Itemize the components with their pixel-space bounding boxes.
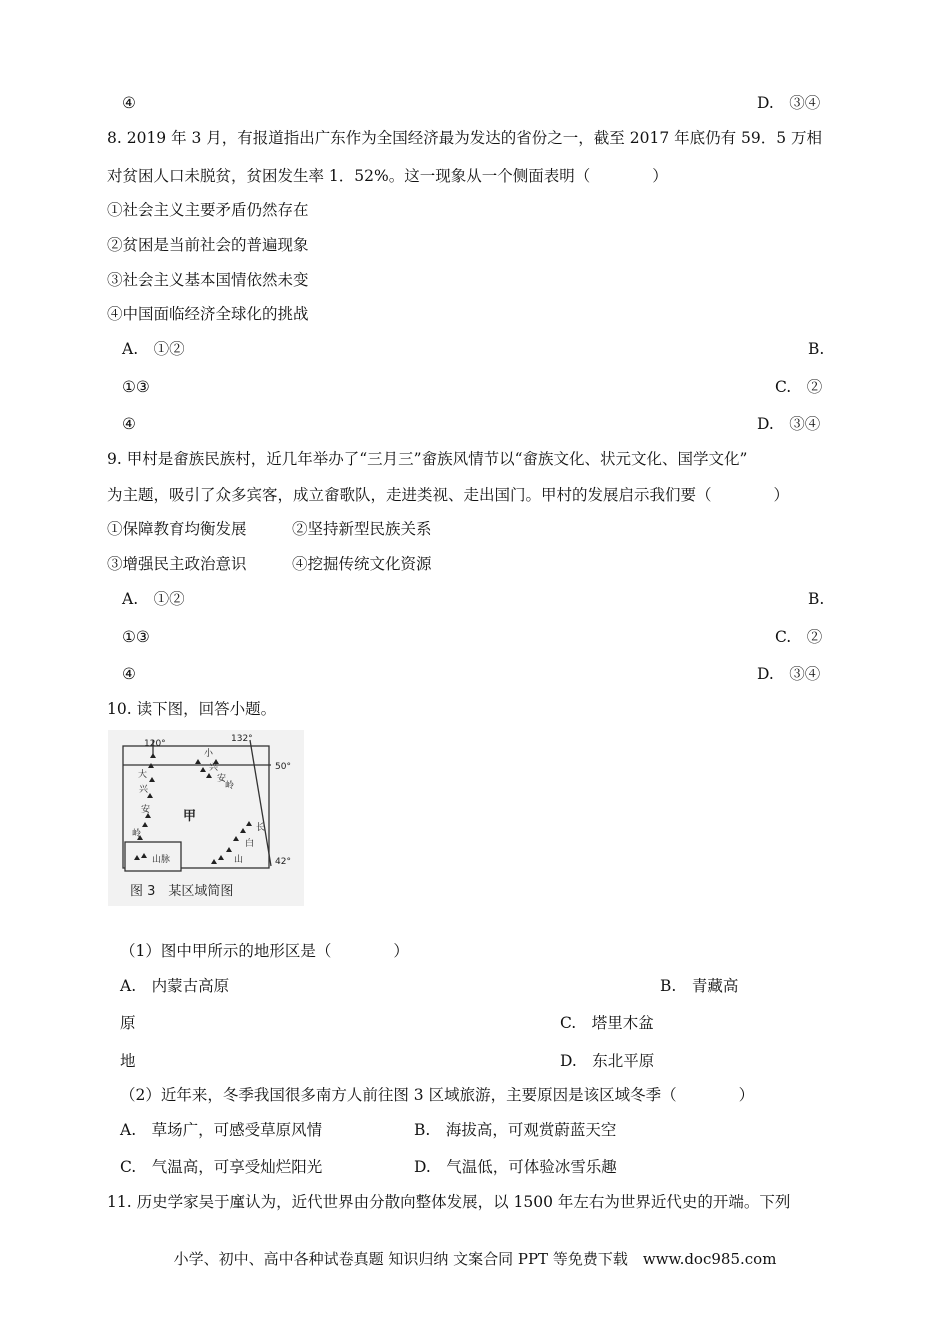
q8-item-3: ③社会主义基本国情依然未变 xyxy=(107,271,309,289)
q10-sub1-option-b-continuation: 原 xyxy=(120,1014,136,1032)
lon-120-label: 120° xyxy=(144,739,166,749)
q9-option-c-continuation: ④ xyxy=(122,665,136,683)
q10-sub1-option-d: D. 东北平原 xyxy=(560,1052,655,1070)
q10-sub1-option-c-continuation: 地 xyxy=(120,1052,136,1070)
range-label-bai: 白 xyxy=(245,839,255,849)
q10-sub2-option-b: B. 海拔高，可观赏蔚蓝天空 xyxy=(414,1121,617,1139)
q9-option-d: D. ③④ xyxy=(757,665,821,683)
q9-option-b-continuation: ①③ xyxy=(122,628,150,646)
lat-42-label: 42° xyxy=(275,857,291,867)
range-label-shan: 山 xyxy=(234,855,244,865)
q8-option-b: B. xyxy=(808,340,825,358)
range-label-xing1: 兴 xyxy=(139,785,149,795)
q10-intro: 10. 读下图，回答小题。 xyxy=(107,700,277,718)
range-label-chang: 长 xyxy=(256,823,266,833)
range-label-xing2: 兴 xyxy=(209,763,219,773)
q9-option-b: B. xyxy=(808,590,825,608)
q10-sub2-stem: （2）近年来，冬季我国很多南方人前往图 3 区域旅游，主要原因是该区域冬季（ ） xyxy=(120,1086,755,1104)
q8-option-b-continuation: ①③ xyxy=(122,378,150,396)
q10-sub1-option-c: C. 塔里木盆 xyxy=(560,1014,654,1032)
q7-option-d: D. ③④ xyxy=(757,94,821,112)
region-map xyxy=(108,730,304,906)
q8-option-d: D. ③④ xyxy=(757,415,821,433)
range-label-ling1: 岭 xyxy=(132,829,142,839)
q9-item-1: ①保障教育均衡发展 xyxy=(107,520,247,538)
q8-option-a: A. ①② xyxy=(122,340,185,358)
range-label-xiao: 小 xyxy=(204,749,214,759)
q8-stem-line1: 8. 2019 年 3 月，有报道指出广东作为全国经济最为发达的省份之一，截至 2017 年底仍有 59．5 万相 xyxy=(107,129,823,147)
q9-item-2: ②坚持新型民族关系 xyxy=(292,520,432,538)
lon-132-label: 132° xyxy=(231,734,253,744)
q8-stem-line2: 对贫困人口未脱贫，贫困发生率 1．52%。这一现象从一个侧面表明（ ） xyxy=(107,167,668,185)
q9-item-3: ③增强民主政治意识 xyxy=(107,555,247,573)
page-footer: 小学、初中、高中各种试卷真题 知识归纳 文案合同 PPT 等免费下载 www.doc985.com xyxy=(173,1250,777,1268)
q9-option-a: A. ①② xyxy=(122,590,185,608)
q9-stem-line2: 为主题，吸引了众多宾客，成立畲歌队，走进类视、走出国门。甲村的发展启示我们要（ ） xyxy=(107,486,790,504)
range-label-an1: 安 xyxy=(141,805,151,815)
region-jia-label: 甲 xyxy=(183,809,197,824)
q8-option-c-continuation: ④ xyxy=(122,415,136,433)
q8-option-c: C. ② xyxy=(775,378,823,396)
range-label-da: 大 xyxy=(138,770,148,780)
q10-sub2-option-a: A. 草场广，可感受草原风情 xyxy=(120,1121,323,1139)
q10-sub2-option-c: C. 气温高，可享受灿烂阳光 xyxy=(120,1158,323,1176)
range-label-ling2: 岭 xyxy=(225,781,235,791)
q10-sub1-option-a: A. 内蒙古高原 xyxy=(120,977,230,995)
q9-stem-line1: 9. 甲村是畲族民族村，近几年举办了“三月三”畲族风情节以“畲族文化、状元文化、国学文化” xyxy=(107,450,748,468)
map-caption: 图 3 某区域简图 xyxy=(130,884,234,899)
lat-50-label: 50° xyxy=(275,762,291,772)
q10-sub1-stem: （1）图中甲所示的地形区是（ ） xyxy=(120,942,409,960)
q10-sub2-option-d: D. 气温低，可体验冰雪乐趣 xyxy=(414,1158,617,1176)
q9-option-c: C. ② xyxy=(775,628,823,646)
q11-stem-line1: 11. 历史学家吴于廑认为，近代世界由分散向整体发展，以 1500 年左右为世界近代史的开端。下列 xyxy=(107,1193,791,1211)
q10-sub1-option-b: B. 青藏高 xyxy=(660,977,739,995)
q8-item-2: ②贫困是当前社会的普遍现象 xyxy=(107,236,309,254)
inset-legend-label: 山脉 xyxy=(152,855,171,865)
q8-item-1: ①社会主义主要矛盾仍然存在 xyxy=(107,201,309,219)
q8-item-4: ④中国面临经济全球化的挑战 xyxy=(107,305,309,323)
q7-option-c-continuation: ④ xyxy=(122,94,136,112)
range-label-an2: 安 xyxy=(217,774,227,784)
q9-item-4: ④挖掘传统文化资源 xyxy=(292,555,432,573)
